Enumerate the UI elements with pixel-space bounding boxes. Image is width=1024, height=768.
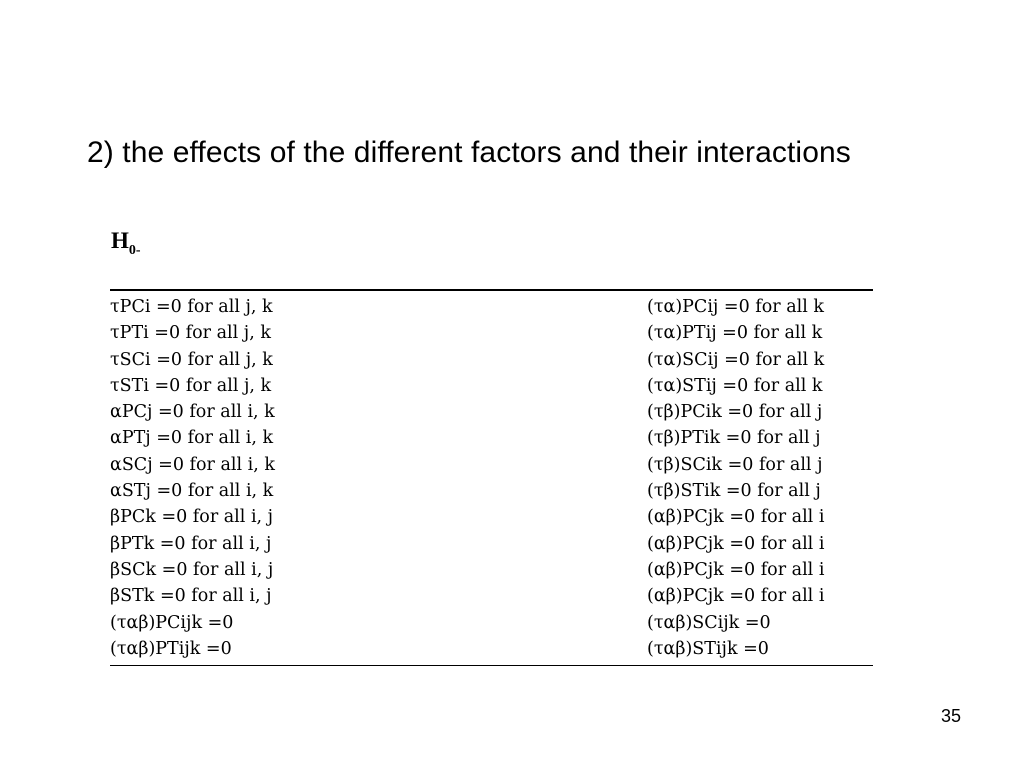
main-effect-equation: βSCk =0 for all i, j	[110, 559, 274, 580]
interaction-equation: (αβ)PCjk =0 for all i	[647, 507, 825, 528]
main-effect-equation: αPCj =0 for all i, k	[110, 402, 275, 423]
table-bottom-rule	[110, 665, 873, 666]
main-effect-equation: βPTk =0 for all i, j	[110, 533, 272, 554]
main-effect-equation: αSTj =0 for all i, k	[110, 481, 274, 502]
null-hypothesis-symbol: H	[111, 228, 129, 253]
interaction-equation: (αβ)PCjk =0 for all i	[647, 586, 825, 607]
table-top-rule	[110, 289, 873, 291]
equation-row	[110, 425, 873, 451]
equation-row	[110, 347, 873, 373]
slide-title: 2) the effects of the different factors and their interactions	[87, 136, 851, 169]
three-way-interaction-equation: (ταβ)STijk =0	[647, 638, 769, 659]
interaction-equation: (τβ)STik =0 for all j	[647, 481, 821, 502]
interaction-equation: (τβ)PCik =0 for all j	[647, 402, 823, 423]
interaction-equation: (αβ)PCjk =0 for all i	[647, 533, 825, 554]
interaction-equation: (αβ)PCjk =0 for all i	[647, 559, 825, 580]
interaction-equation: (τα)STij =0 for all k	[647, 375, 823, 396]
three-way-interaction-equation: (ταβ)SCijk =0	[647, 612, 771, 633]
interaction-equation: (τα)SCij =0 for all k	[647, 349, 825, 370]
main-effect-equation: αPTj =0 for all i, k	[110, 428, 274, 449]
equation-row	[110, 320, 873, 346]
main-effect-equation: τPCi =0 for all j, k	[110, 297, 273, 317]
equation-row	[110, 478, 873, 504]
interaction-equation: (τα)PTij =0 for all k	[647, 323, 823, 344]
equation-row	[110, 583, 873, 609]
main-effect-equation: τSCi =0 for all j, k	[110, 349, 273, 370]
main-effect-equation: βSTk =0 for all i, j	[110, 586, 272, 607]
main-effect-equation: αSCj =0 for all i, k	[110, 454, 276, 475]
page-number: 35	[941, 706, 962, 726]
three-way-interaction-equation: (ταβ)PTijk =0	[110, 638, 232, 659]
equation-row	[110, 373, 873, 399]
interaction-equation: (τβ)PTik =0 for all j	[647, 428, 821, 449]
null-hypothesis-subscript: 0-	[128, 243, 141, 258]
equation-row	[110, 531, 873, 557]
main-effect-equation: τSTi =0 for all j, k	[110, 375, 272, 396]
equation-row	[110, 636, 873, 662]
equation-row	[110, 557, 873, 583]
equation-row	[110, 504, 873, 530]
hypothesis-equations-table	[110, 294, 873, 662]
equation-row	[110, 452, 873, 478]
interaction-equation: (τα)PCij =0 for all k	[647, 297, 824, 317]
three-way-interaction-equation: (ταβ)PCijk =0	[110, 612, 234, 633]
equation-row	[110, 399, 873, 425]
null-hypothesis-label	[111, 228, 141, 258]
equation-row	[110, 610, 873, 636]
interaction-equation: (τβ)SCik =0 for all j	[647, 454, 823, 475]
equation-row	[110, 294, 873, 320]
main-effect-equation: βPCk =0 for all i, j	[110, 507, 274, 528]
main-effect-equation: τPTi =0 for all j, k	[110, 323, 271, 344]
